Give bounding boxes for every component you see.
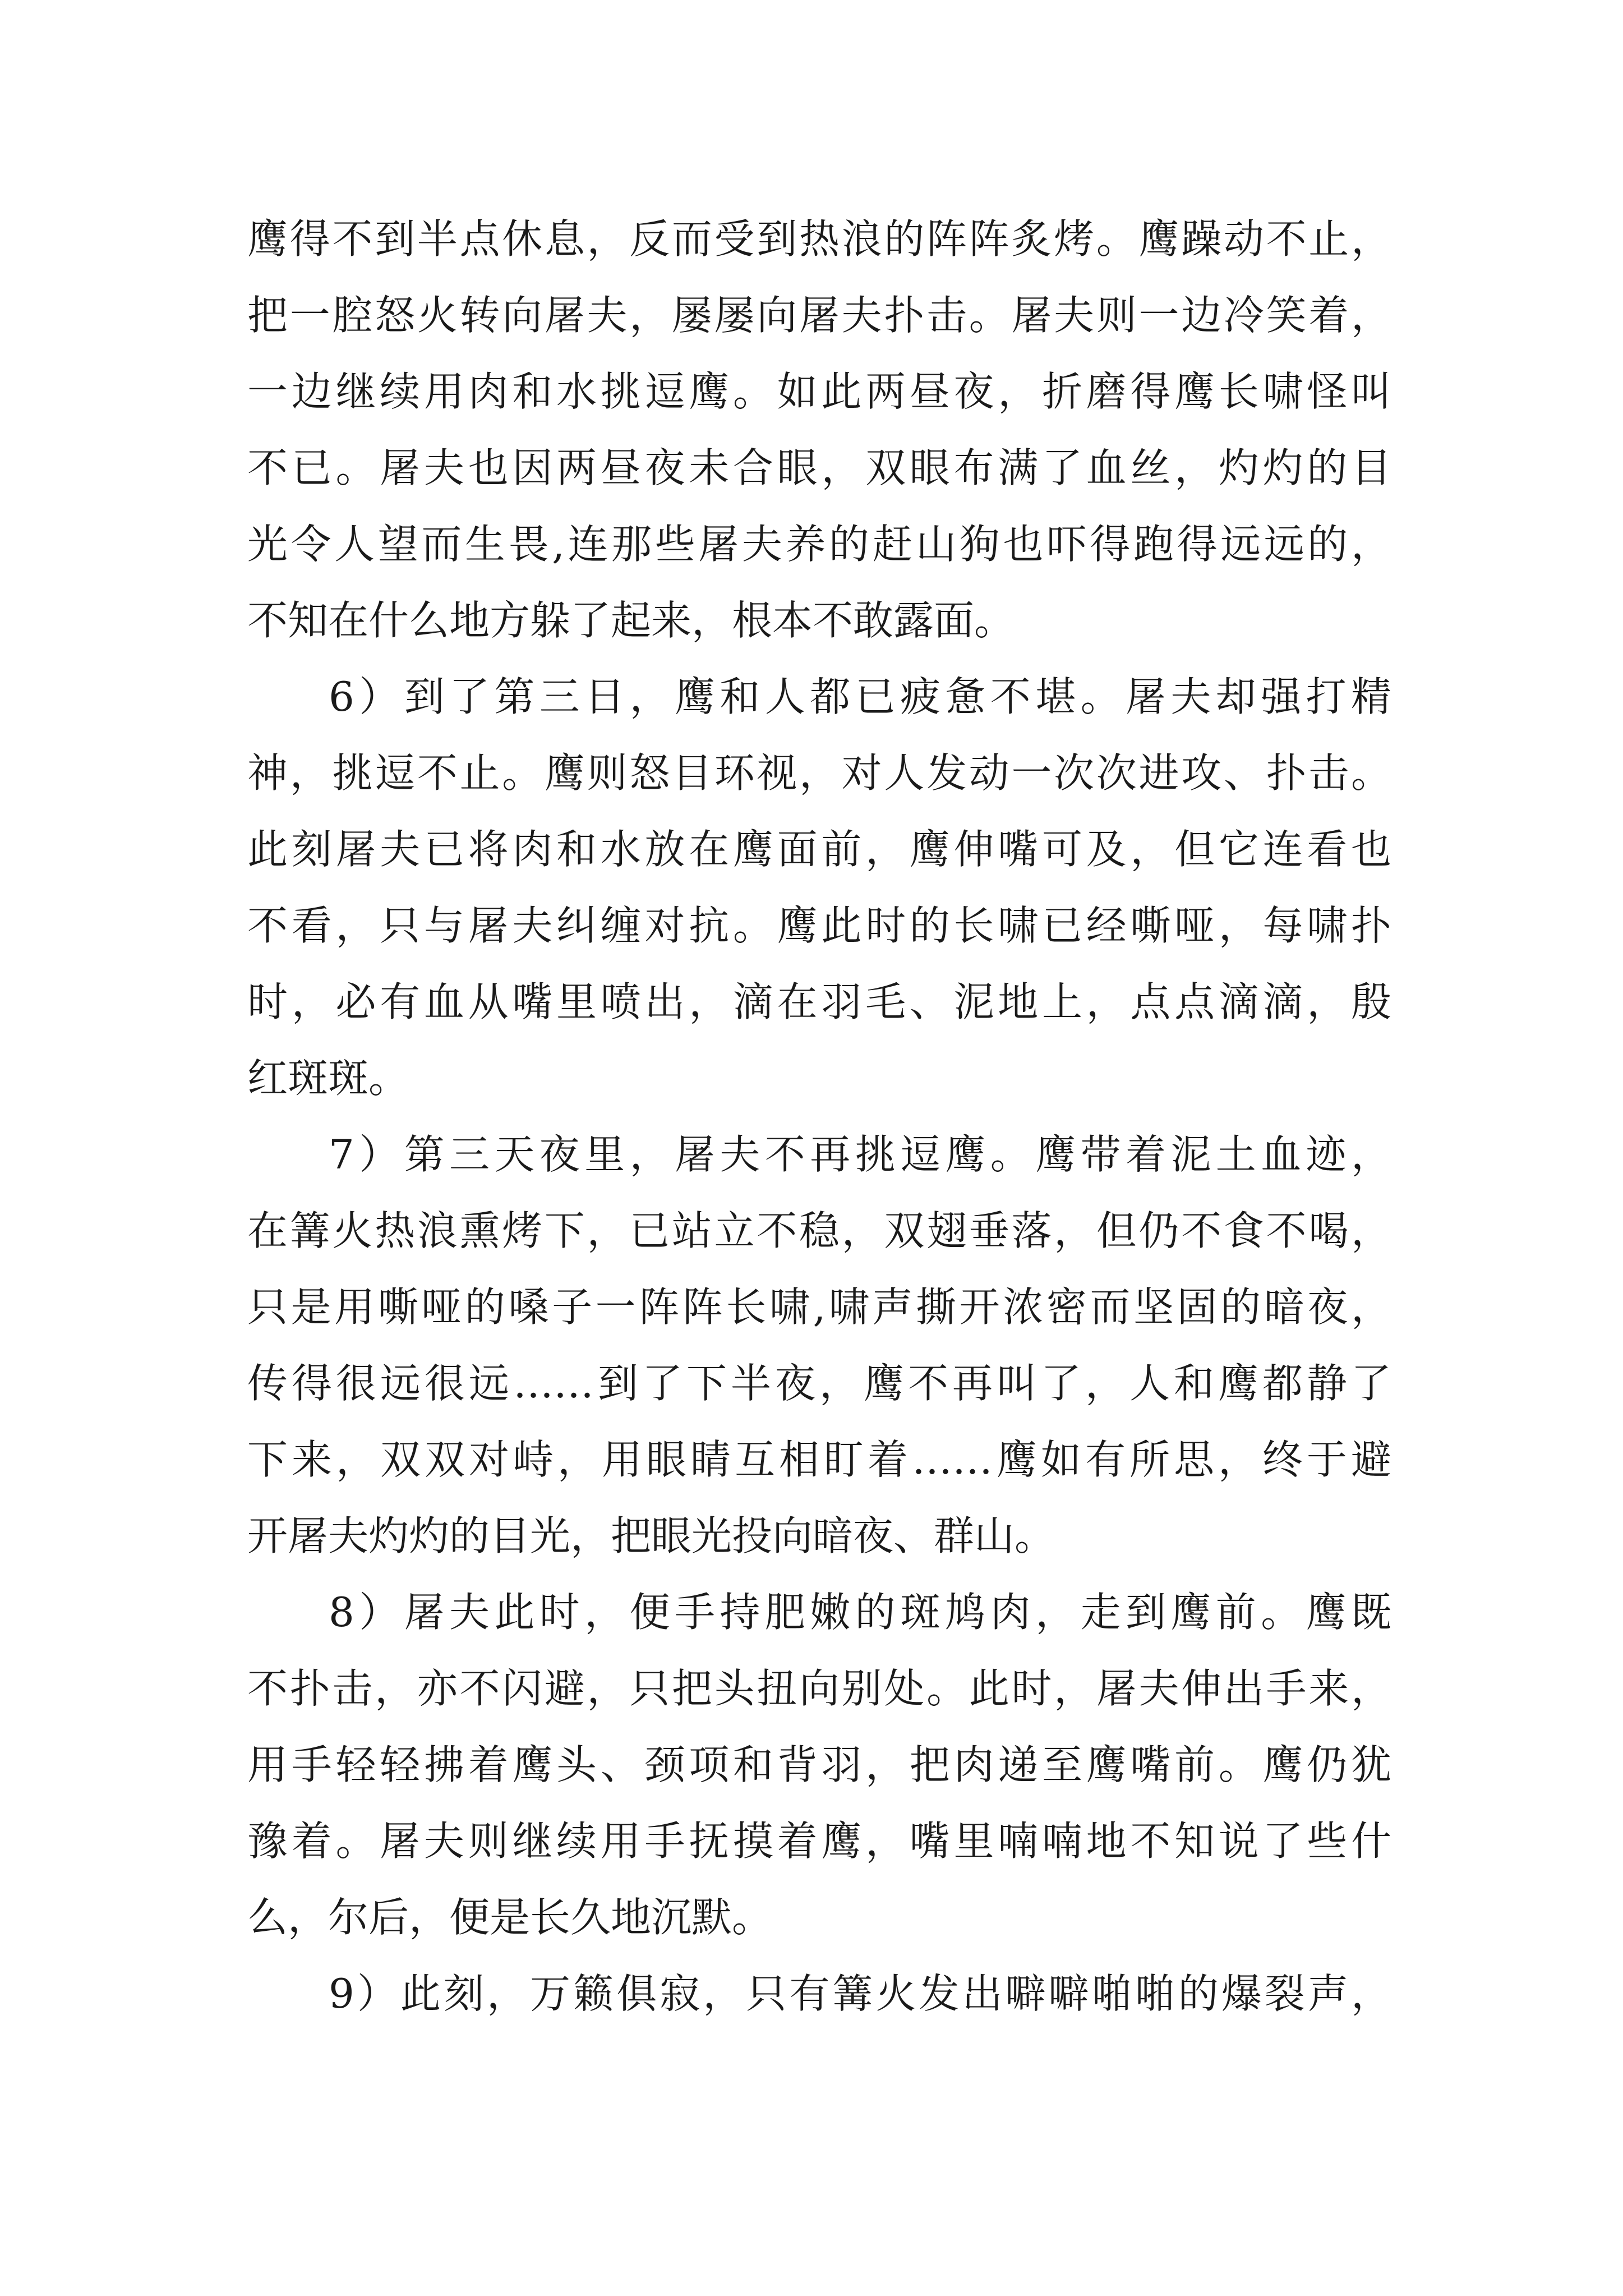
text-line: 9）此刻，万籁俱寂，只有篝火发出噼噼啪啪的爆裂声，: [329, 1970, 1391, 2017]
text-line: 豫着。屠夫则继续用手抚摸着鹰，嘴里喃喃地不知说了些什: [247, 1818, 1391, 1865]
text-line: 6）到了第三日，鹰和人都已疲惫不堪。屠夫却强打精: [329, 673, 1391, 720]
text-line: 不看，只与屠夫纠缠对抗。鹰此时的长啸已经嘶哑，每啸扑: [247, 902, 1391, 949]
text-line: 神，挑逗不止。鹰则怒目环视，对人发动一次次进攻、扑击。: [247, 749, 1391, 797]
text-line: 么，尔后，便是长久地沉默。: [247, 1894, 773, 1941]
text-line: 在篝火热浪熏烤下，已站立不稳，双翅垂落，但仍不食不喝，: [247, 1207, 1391, 1254]
text-line: 不已。屠夫也因两昼夜未合眼，双眼布满了血丝，灼灼的目: [247, 444, 1391, 491]
text-line: 8）屠夫此时，便手持肥嫩的斑鸠肉，走到鹰前。鹰既: [329, 1589, 1391, 1636]
text-line: 用手轻轻拂着鹰头、颈项和背羽，把肉递至鹰嘴前。鹰仍犹: [247, 1741, 1391, 1788]
text-line: 下来，双双对峙，用眼睛互相盯着……鹰如有所思，终于避: [247, 1436, 1391, 1483]
text-line: 开屠夫灼灼的目光，把眼光投向暗夜、群山。: [247, 1512, 1055, 1559]
text-line: 传得很远很远……到了下半夜，鹰不再叫了，人和鹰都静了: [247, 1360, 1391, 1407]
text-line: 光令人望而生畏,连那些屠夫养的赶山狗也吓得跑得远远的，: [247, 521, 1391, 568]
text-line: 把一腔怒火转向屠夫，屡屡向屠夫扑击。屠夫则一边冷笑着，: [247, 292, 1391, 339]
text-line: 红斑斑。: [247, 1055, 409, 1102]
text-line: 此刻屠夫已将肉和水放在鹰面前，鹰伸嘴可及，但它连看也: [247, 826, 1391, 873]
text-line: 不知在什么地方躲了起来，根本不敢露面。: [247, 597, 1015, 644]
text-line: 时，必有血从嘴里喷出，滴在羽毛、泥地上，点点滴滴，殷: [247, 978, 1391, 1025]
text-line: 一边继续用肉和水挑逗鹰。如此两昼夜，折磨得鹰长啸怪叫: [247, 368, 1391, 415]
text-line: 7）第三天夜里，屠夫不再挑逗鹰。鹰带着泥土血迹，: [329, 1131, 1391, 1178]
text-line: 不扑击，亦不闪避，只把头扭向别处。此时，屠夫伸出手来，: [247, 1665, 1391, 1712]
text-line: 只是用嘶哑的嗓子一阵阵长啸,啸声撕开浓密而坚固的暗夜，: [247, 1283, 1391, 1331]
text-line: 鹰得不到半点休息，反而受到热浪的阵阵炙烤。鹰躁动不止，: [247, 215, 1391, 263]
